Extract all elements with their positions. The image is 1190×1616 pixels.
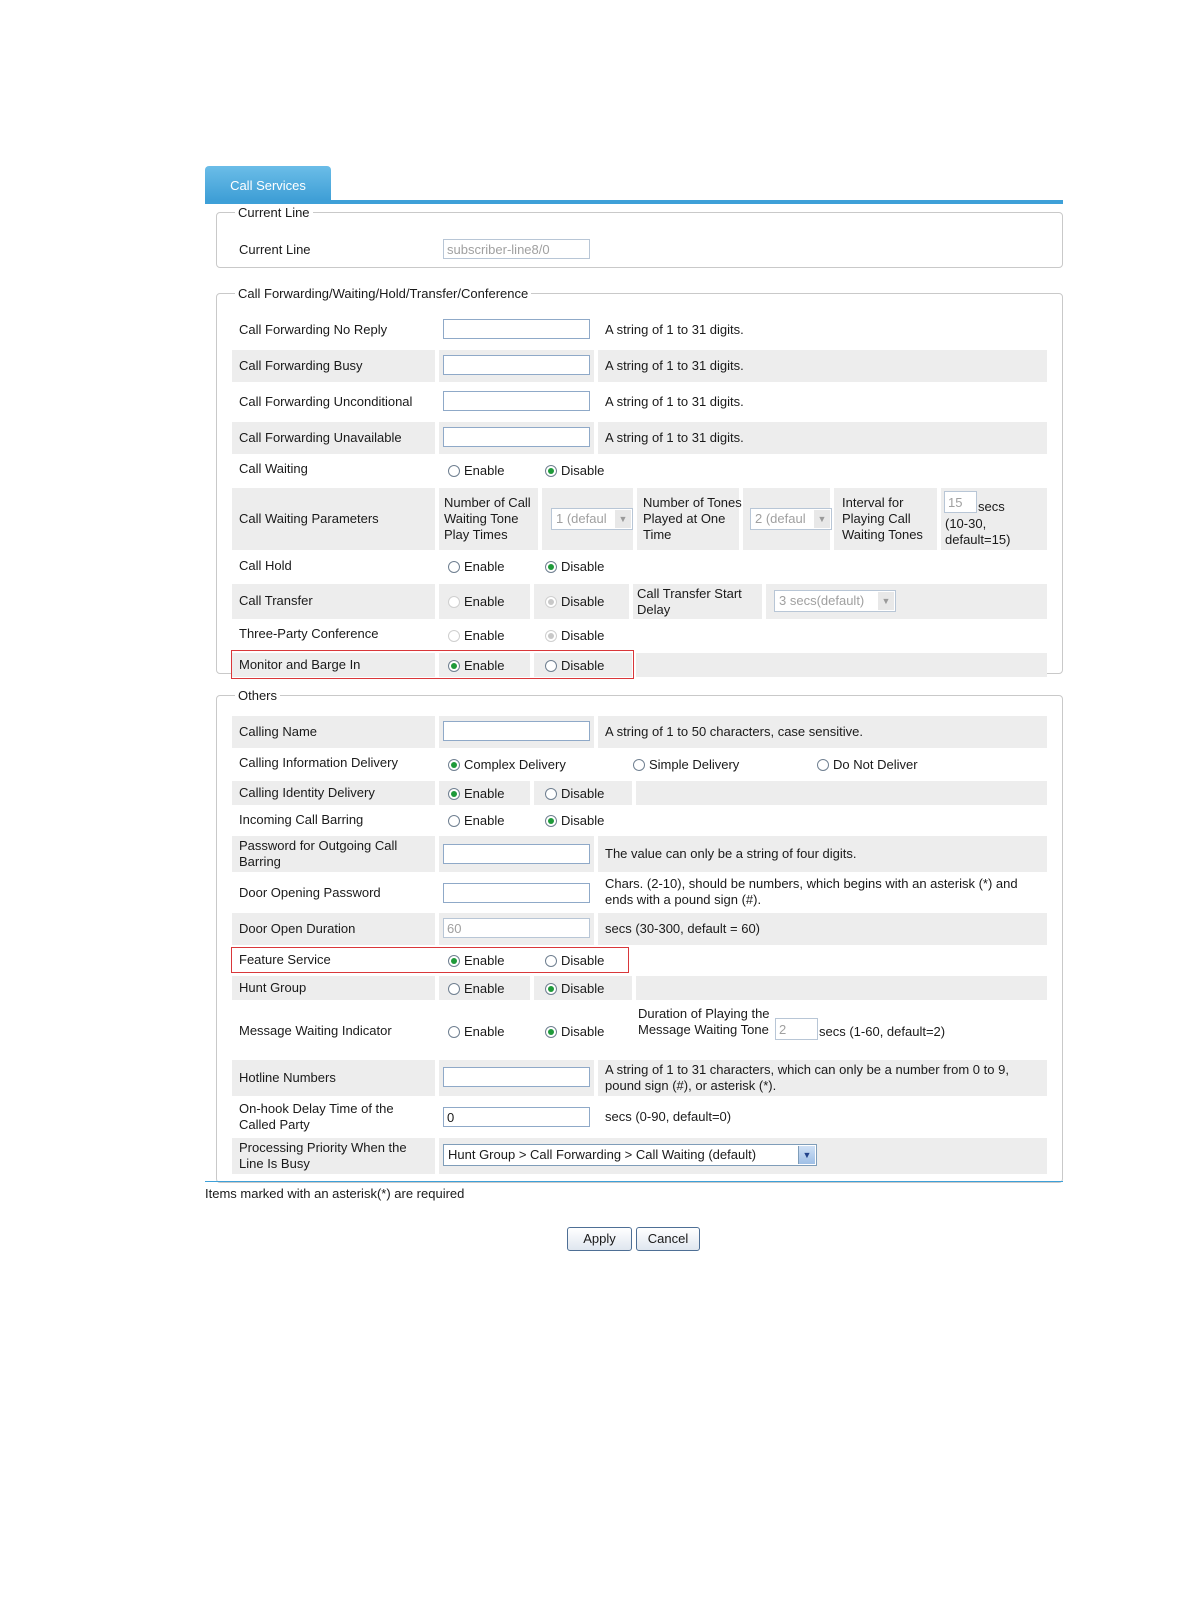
mwi-label: Message Waiting Indicator: [239, 1023, 392, 1038]
calling-identity-row: [232, 781, 1047, 805]
call-transfer-enable-radio: Enable: [448, 594, 504, 610]
mwi-row: [232, 1002, 1047, 1058]
current-line-field: [443, 239, 590, 259]
hotline-label: Hotline Numbers: [239, 1070, 336, 1085]
three-party-disable-radio: Disable: [545, 628, 604, 644]
three-party-enable-radio: Enable: [448, 628, 504, 644]
forwarding-no-reply-hint: A string of 1 to 31 digits.: [605, 322, 744, 337]
footer-divider: [205, 1181, 1063, 1182]
feature-service-disable-radio[interactable]: Disable: [545, 953, 604, 969]
incoming-barring-enable-radio[interactable]: Enable: [448, 813, 504, 829]
calling-info-label: Calling Information Delivery: [239, 755, 398, 770]
call-transfer-label: Call Transfer: [239, 593, 313, 608]
monitor-barge-highlight: [231, 650, 634, 679]
call-waiting-label: Call Waiting: [239, 461, 308, 476]
priority-row: [232, 1138, 1047, 1174]
forwarding-unavailable-input[interactable]: [443, 427, 590, 447]
calling-identity-disable-radio[interactable]: Disable: [545, 786, 604, 802]
door-duration-input: [443, 918, 590, 938]
interval-hint: (10-30, default=15): [945, 516, 1011, 547]
call-waiting-params-row: [232, 488, 1047, 550]
transfer-delay-label: Call Transfer Start Delay: [637, 586, 742, 617]
mwi-duration-label: Duration of Playing the Message Waiting Tone: [638, 1006, 770, 1037]
hotline-input[interactable]: [443, 1067, 590, 1087]
current-line-group: [216, 205, 1063, 268]
complex-delivery-radio[interactable]: Complex Delivery: [448, 757, 566, 773]
door-password-input[interactable]: [443, 883, 590, 903]
forwarding-group: [216, 286, 1063, 674]
calling-identity-label: Calling Identity Delivery: [239, 785, 375, 800]
simple-delivery-radio[interactable]: Simple Delivery: [633, 757, 739, 773]
priority-label: Processing Priority When the Line Is Busy: [239, 1140, 407, 1171]
interval-unit: secs: [978, 499, 1005, 514]
interval-input[interactable]: [944, 491, 977, 513]
outgoing-password-row: [232, 836, 1047, 872]
onhook-delay-row: [232, 1098, 1047, 1136]
call-hold-disable-radio[interactable]: Disable: [545, 559, 604, 575]
hunt-group-row: [232, 976, 1047, 1000]
incoming-barring-row: [232, 807, 1047, 835]
calling-name-label: Calling Name: [239, 724, 318, 739]
forwarding-no-reply-row: [232, 314, 1047, 346]
incoming-barring-disable-radio[interactable]: Disable: [545, 813, 604, 829]
feature-service-label: Feature Service: [239, 952, 331, 967]
forwarding-busy-label: Call Forwarding Busy: [239, 358, 363, 373]
tones-played-label: Number of Tones Played at One Time: [643, 495, 742, 542]
hunt-group-enable-radio[interactable]: Enable: [448, 981, 504, 997]
chevron-down-icon: ▼: [615, 510, 631, 528]
onhook-delay-hint: secs (0-90, default=0): [605, 1109, 732, 1124]
chevron-down-icon: ▼: [798, 1146, 815, 1164]
mwi-enable-radio[interactable]: Enable: [448, 1024, 504, 1040]
three-party-label: Three-Party Conference: [239, 626, 379, 641]
door-password-row: [232, 874, 1047, 910]
calling-name-hint: A string of 1 to 50 characters, case sensitive.: [605, 724, 863, 739]
calling-name-input[interactable]: [443, 721, 590, 741]
priority-select[interactable]: Hunt Group > Call Forwarding > Call Waiting (default) ▼: [443, 1144, 817, 1166]
call-hold-enable-radio[interactable]: Enable: [448, 559, 504, 575]
forwarding-unconditional-hint: A string of 1 to 31 digits.: [605, 394, 744, 409]
do-not-deliver-radio[interactable]: Do Not Deliver: [817, 757, 918, 773]
monitor-barge-enable-radio[interactable]: Enable: [448, 658, 504, 674]
play-times-select[interactable]: 1 (defaul ▼: [551, 508, 633, 530]
forwarding-legend: Call Forwarding/Waiting/Hold/Transfer/Conference: [238, 286, 529, 301]
outgoing-password-label: Password for Outgoing Call Barring: [239, 838, 398, 869]
play-times-label: Number of Call Waiting Tone Play Times: [444, 495, 531, 542]
forwarding-busy-row: [232, 350, 1047, 382]
current-line-legend: Current Line: [238, 205, 310, 220]
hotline-hint: A string of 1 to 31 characters, which can only be a number from 0 to 9, pound sign (#), or asterisk (*).: [605, 1062, 1009, 1093]
hunt-group-disable-radio[interactable]: Disable: [545, 981, 604, 997]
hotline-row: [232, 1060, 1047, 1096]
others-group: [216, 688, 1063, 1183]
onhook-delay-input[interactable]: [443, 1107, 590, 1127]
current-line-label: Current Line: [239, 242, 311, 257]
calling-name-row: [232, 716, 1047, 748]
call-transfer-disable-radio: Disable: [545, 594, 604, 610]
monitor-barge-label: Monitor and Barge In: [239, 657, 361, 672]
forwarding-unconditional-row: [232, 386, 1047, 418]
chevron-down-icon: ▼: [878, 592, 894, 610]
hunt-group-label: Hunt Group: [239, 980, 307, 995]
call-services-panel: [205, 163, 1063, 1171]
call-hold-row: [232, 552, 1047, 582]
cancel-button[interactable]: Cancel: [636, 1227, 700, 1251]
call-waiting-row: [232, 456, 1047, 486]
mwi-duration-hint: secs (1-60, default=2): [819, 1024, 946, 1039]
forwarding-unavailable-hint: A string of 1 to 31 digits.: [605, 430, 744, 445]
door-duration-row: [232, 913, 1047, 945]
call-waiting-disable-radio[interactable]: Disable: [545, 463, 604, 479]
tones-played-select[interactable]: 2 (defaul ▼: [750, 508, 832, 530]
chevron-down-icon: ▼: [814, 510, 830, 528]
forwarding-unconditional-input[interactable]: [443, 391, 590, 411]
forwarding-no-reply-label: Call Forwarding No Reply: [239, 322, 388, 337]
outgoing-password-input[interactable]: [443, 844, 590, 864]
current-line-row: [232, 237, 1047, 263]
call-hold-label: Call Hold: [239, 558, 292, 573]
call-waiting-enable-radio[interactable]: Enable: [448, 463, 504, 479]
forwarding-unconditional-label: Call Forwarding Unconditional: [239, 394, 413, 409]
tab-bar: [205, 163, 1063, 204]
call-waiting-params-label: Call Waiting Parameters: [239, 511, 379, 526]
mwi-duration-input[interactable]: [775, 1018, 818, 1040]
apply-button[interactable]: Apply: [567, 1227, 632, 1251]
forwarding-busy-hint: A string of 1 to 31 digits.: [605, 358, 744, 373]
feature-service-enable-radio[interactable]: Enable: [448, 953, 504, 969]
forwarding-no-reply-input[interactable]: [443, 319, 590, 339]
interval-label: Interval for Playing Call Waiting Tones: [842, 495, 923, 542]
incoming-barring-label: Incoming Call Barring: [239, 812, 364, 827]
three-party-row: [232, 621, 1047, 651]
door-password-label: Door Opening Password: [239, 885, 381, 900]
feature-service-highlight: [231, 947, 629, 973]
onhook-delay-label: On-hook Delay Time of the Called Party: [239, 1101, 394, 1132]
calling-identity-enable-radio[interactable]: Enable: [448, 786, 504, 802]
others-legend: Others: [238, 688, 278, 703]
forwarding-unavailable-label: Call Forwarding Unavailable: [239, 430, 402, 445]
forwarding-unavailable-row: [232, 422, 1047, 454]
required-note: Items marked with an asterisk(*) are required: [205, 1186, 465, 1201]
door-duration-hint: secs (30-300, default = 60): [605, 921, 761, 936]
outgoing-password-hint: The value can only be a string of four digits.: [605, 846, 857, 861]
calling-info-row: [232, 750, 1047, 780]
door-duration-label: Door Open Duration: [239, 921, 356, 936]
door-password-hint: Chars. (2-10), should be numbers, which begins with an asterisk (*) and ends with a pound sign (#).: [605, 876, 1018, 907]
transfer-delay-select[interactable]: 3 secs(default) ▼: [774, 590, 896, 612]
forwarding-busy-input[interactable]: [443, 355, 590, 375]
monitor-barge-disable-radio[interactable]: Disable: [545, 658, 604, 674]
mwi-disable-radio[interactable]: Disable: [545, 1024, 604, 1040]
tab-call-services[interactable]: Call Services: [205, 166, 331, 200]
call-transfer-row: [232, 584, 1047, 619]
